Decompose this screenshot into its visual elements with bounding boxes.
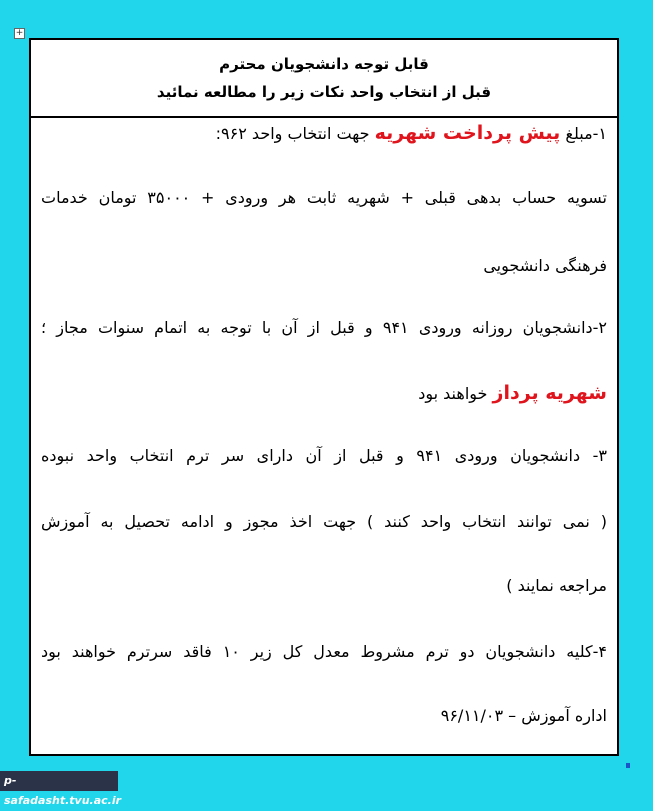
item-1-prefix: ۱-مبلغ — [565, 124, 607, 143]
item-2-highlight: شهریه پرداز — [492, 382, 607, 404]
header-subtitle: قبل از انتخاب واحد نکات زیر را مطالعه نمائید — [156, 83, 492, 101]
item-2-suffix: خواهند بود — [418, 384, 488, 403]
item-3-line-3: مراجعه نمایند ) — [506, 576, 607, 595]
item-1-line — [41, 122, 607, 144]
notice-header — [31, 40, 617, 118]
item-1-suffix: جهت انتخاب واحد ۹۶۲: — [215, 124, 370, 143]
site-watermark: p-safadasht.tvu.ac.ir — [0, 771, 118, 791]
item-3-line-2: ( نمی توانند انتخاب واحد کنند ) جهت اخذ مجوز و ادامه تحصیل به آموزش — [41, 512, 607, 531]
item-3-line-1: ۳- دانشجویان ورودی ۹۴۱ و قبل از آن دارای سر ترم انتخاب واحد نبوده — [41, 446, 608, 465]
signature: اداره آموزش – ۹۶/۱۱/۰۳ — [440, 706, 607, 725]
item-1-detail-1: تسویه حساب بدهی قبلی + شهریه ثابت هر ورودی + ۳۵۰۰۰ تومان خدمات — [41, 188, 607, 207]
table-move-handle-icon[interactable]: + — [15, 28, 24, 38]
notice-document — [29, 38, 619, 756]
header-title: قابل توجه دانشجویان محترم — [219, 55, 429, 73]
item-1-detail-2: فرهنگی دانشجویی — [483, 256, 607, 275]
item-2-line: ۲-دانشجویان روزانه ورودی ۹۴۱ و قبل از آن با توجه به اتمام سنوات مجاز ؛ — [41, 318, 608, 337]
page-corner-marker — [626, 763, 630, 768]
item-2-continuation — [41, 382, 607, 404]
item-1-highlight: پیش پرداخت شهریه — [374, 122, 561, 144]
item-4-line: ۴-کلیه دانشجویان دو ترم مشروط معدل کل زیر ۱۰ فاقد سرترم خواهند بود — [41, 642, 607, 661]
